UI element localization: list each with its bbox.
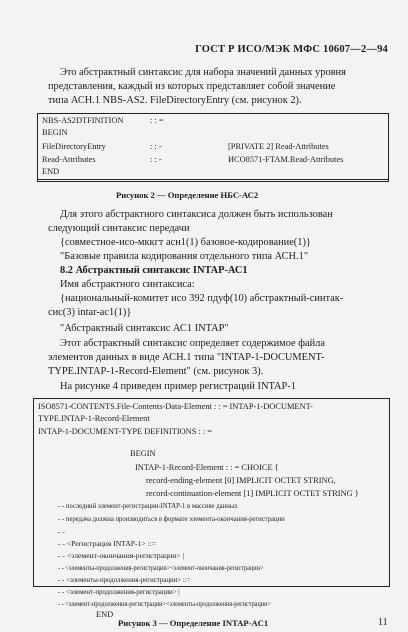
para2-line-11: элементов данных в виде АСН.1 типа "INTAP-1-DOCUMENT- — [48, 352, 325, 363]
para2-line-1: Для этого абстрактного синтаксиса должен быть использован — [60, 209, 333, 220]
fig3-line-1: ISO8571-CONTENTS.File-Contents-Data-Element : : = INTAP-1-DOCUMENT- — [38, 402, 313, 411]
fig2-row-4-op: : : - — [150, 155, 162, 164]
fig3-end: END — [96, 610, 114, 619]
fig3-comment-7: - - <элементы-продолжения-регистрации> ::= — [58, 575, 191, 584]
intro-line-3: типа АСН.1 NBS-AS2. FileDirectoryEntry (см. рисунок 2). — [48, 95, 302, 106]
fig3-line-4: BEGIN — [130, 449, 156, 458]
fig2-row-2-name: BEGIN — [42, 128, 68, 137]
para2-line-13: На рисунке 4 приведен пример регистраций INTAP-1 — [60, 381, 296, 392]
fig3-line-6: record-ending-element [0] IMPLICIT OCTET STRING, — [146, 476, 336, 485]
para2-line-12: TYPE.INTAP-1-Record-Element" (см. рисунок 3). — [48, 366, 264, 377]
fig3-comment-8: - - <элемент-продолжения-регистрации> | — [58, 587, 180, 596]
intro-line-2: представления, каждый из которых представляет собой значение — [48, 81, 336, 92]
fig3-comment-5: - - <элемент-окончания-регистрации> | — [58, 551, 184, 560]
page-header: ГОСТ Р ИСО/МЭК МФС 10607—2—94 — [195, 44, 388, 55]
para2-line-6: Имя абстрактного синтаксиса: — [60, 279, 195, 290]
figure-2-caption: Рисунок 2 — Определение НБС-АС2 — [116, 190, 259, 200]
fig3-comment-4: - - <Регистрация INTAP-1> ::= — [58, 539, 157, 548]
figure-2-bottom-rule — [37, 179, 388, 180]
fig2-row-3-name: FileDirectoryEntry — [42, 142, 106, 151]
para2-line-3: {совместное-исо-мккгт асн1(1) базовое-кодирование(1)} — [60, 237, 311, 248]
fig3-comment-1: - - последний элемент-регистрации-INTAP-1 в массиве данных — [58, 501, 238, 510]
para2-line-8: сис(3) intar-ac1(1)} — [48, 307, 132, 318]
fig2-row-3-value: [PRIVATE 2] Read-Attributes — [228, 142, 329, 151]
para2-line-10: Этот абстрактный синтаксис определяет содержимое файла — [60, 338, 325, 349]
para2-line-7: {национальный-комитет исо 392 пдуф(10) абстрактный-синтак- — [60, 293, 344, 304]
para2-line-2: следующий синтаксис передачи — [48, 223, 190, 234]
fig3-line-7: record-continuation-element [1] IMPLICIT OCTET STRING } — [146, 489, 359, 498]
fig3-comment-3: - - — [58, 527, 65, 536]
fig3-comment-6: - - <элементы-продолжения-регистрации><элемент-окончания-регистрации> — [58, 563, 264, 572]
intro-line-1: Это абстрактный синтаксис для набора значений данных уровня — [60, 67, 346, 78]
para2-line-4: "Базовые правила кодирования отдельного типа АСН.1" — [60, 251, 309, 262]
fig2-row-3-op: : : - — [150, 142, 162, 151]
para2-line-9: "Абстрактный синтаксис АС1 INTAP" — [60, 323, 229, 334]
page-number: 11 — [378, 617, 388, 628]
fig2-row-1-name: NBS-AS2DTFINITION — [42, 116, 124, 125]
fig2-row-1-op: : : = — [150, 116, 164, 125]
fig3-comment-2: - - передача должна производиться в формате элемента-окончания-регистрации — [58, 514, 285, 523]
figure-3-caption: Рисунок 3 — Определение INTAP-AC1 — [118, 618, 269, 628]
fig2-row-4-name: Read-Attributes — [42, 155, 96, 164]
fig3-line-5: INTAP-1-Record-Element : : = CHOICE { — [135, 463, 279, 472]
fig2-row-5-name: END — [42, 167, 60, 176]
section-heading-8-2: 8.2 Абстрактный синтаксис INTAP-АС1 — [60, 265, 248, 276]
fig3-line-3: INTAP-1-DOCUMENT-TYPE DEFINITIONS : : = — [38, 427, 213, 436]
fig3-line-2: TYPE.INTAP-1-Record-Element — [38, 414, 150, 423]
fig3-comment-9: - - <элемент-продолжения-регистрации><элементы-продолжения-регистрации> — [58, 599, 271, 608]
fig2-row-4-value: ИСО8571-FTAM.Read-Attributes — [228, 155, 344, 164]
